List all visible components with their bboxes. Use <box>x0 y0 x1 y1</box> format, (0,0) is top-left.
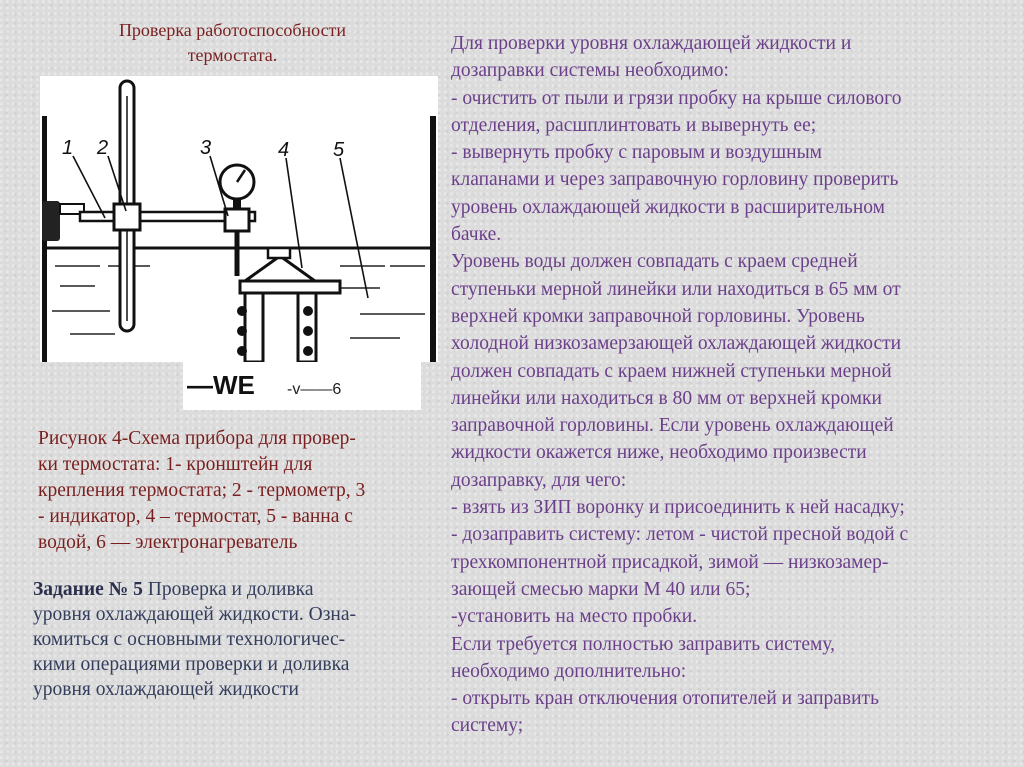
clamp-knob <box>42 201 60 241</box>
figure-label: 2 <box>97 137 109 159</box>
heater-label-tail: -v——6 <box>287 381 342 398</box>
procedure-line: должен совпадать с краем нижней ступеньки мерной <box>451 360 892 382</box>
procedure-line: Для проверки уровня охлаждающей жидкости и <box>451 33 852 54</box>
procedure-line: отделения, расшплинтовать и вывернуть ее; <box>451 114 817 136</box>
caption-line: водой, 6 — электронагреватель <box>38 532 298 553</box>
thermostat-test-diagram <box>40 76 438 362</box>
task-block <box>33 577 428 702</box>
procedure-line: зающей смесью марки М 40 или 65; <box>451 578 751 600</box>
procedure-line: - открыть кран отключения отопителей и заправить <box>451 688 879 710</box>
procedure-line: - очистить от пыли и грязи пробку на крыше силового <box>451 87 902 109</box>
thermometer-holder <box>114 204 140 230</box>
task-line: кими операциями проверки и доливка <box>33 654 350 675</box>
title-line: Проверка работоспособности <box>118 20 347 40</box>
figure-label: 5 <box>333 139 345 161</box>
diagram-svg <box>40 76 438 362</box>
procedure-line: линейки или находиться в 80 мм от верхней кромки <box>451 387 882 409</box>
procedure-line: трехкомпонентной присадкой, зимой — низкозамер- <box>451 551 889 573</box>
bath-right-wall <box>430 116 436 362</box>
task-line: уровня охлаждающей жидкости <box>33 679 299 700</box>
procedure-line: дозаправку, для чего: <box>451 469 627 491</box>
figure-label: 1 <box>62 137 74 159</box>
indicator-holder <box>225 209 249 231</box>
slide-title <box>60 18 405 68</box>
procedure-line: верхней кромки заправочной горловины. Уровень <box>451 305 865 327</box>
procedure-line: заправочной горловины. Если уровень охлаждающей <box>451 415 894 437</box>
caption-line: Рисунок 4-Схема прибора для провер- <box>38 428 356 449</box>
water-hatching <box>52 266 425 338</box>
figure-label: 3 <box>200 137 212 159</box>
procedure-line: дозаправки системы необходимо: <box>451 60 729 82</box>
procedure-line: уровень охлаждающей жидкости в расширительном <box>451 196 885 218</box>
task-first-line <box>33 577 428 602</box>
task-line: уровня охлаждающей жидкости. Озна- <box>33 604 357 625</box>
thermostat-body-left <box>245 293 263 362</box>
heater-strip-svg <box>183 362 421 410</box>
procedure-line: клапанами и через заправочную горловину проверить <box>451 169 899 191</box>
procedure-text <box>451 30 996 740</box>
caption-line: крепления термостата; 2 - термометр, 3 <box>38 480 366 501</box>
procedure-line: -установить на место пробки. <box>451 606 698 628</box>
procedure-line: Если требуется полностью заправить систему, <box>451 633 836 655</box>
figure-caption <box>38 426 446 556</box>
figure-label: 4 <box>278 139 290 161</box>
procedure-line: Уровень воды должен совпадать с краем средней <box>451 251 858 273</box>
procedure-line: - взять из ЗИП воронку и присоединить к ней насадку; <box>451 497 905 519</box>
procedure-line: бачке. <box>451 224 502 246</box>
caption-line: ки термостата: 1- кронштейн для <box>38 454 313 475</box>
procedure-line: ступеньки мерной линейки или находиться в 65 мм от <box>451 278 901 300</box>
procedure-line: - вывернуть пробку с паровым и воздушным <box>451 142 823 164</box>
task-first-line-rest: Проверка и доливка <box>142 579 314 600</box>
procedure-line: необходимо дополнительно: <box>451 660 687 682</box>
procedure-line: холодной низкозамерзающей охлаждающей жидкости <box>451 333 902 355</box>
heater-strip <box>183 362 421 410</box>
heater-label-main: —WE <box>187 370 255 400</box>
procedure-line: систему; <box>451 715 524 737</box>
procedure-line: жидкости окажется ниже, необходимо произвести <box>451 442 867 464</box>
thermostat-flange <box>240 281 340 293</box>
procedure-line: - дозаправить систему: летом - чистой пресной водой с <box>451 524 909 546</box>
thermostat-cap <box>245 256 315 281</box>
caption-line: - индикатор, 4 – термостат, 5 - ванна с <box>38 506 353 527</box>
task-line: комиться с основными технологичес- <box>33 629 346 650</box>
title-line: термостата. <box>187 45 278 65</box>
thermostat-cap-top <box>268 248 290 258</box>
task-heading: Задание № 5 <box>33 579 143 600</box>
